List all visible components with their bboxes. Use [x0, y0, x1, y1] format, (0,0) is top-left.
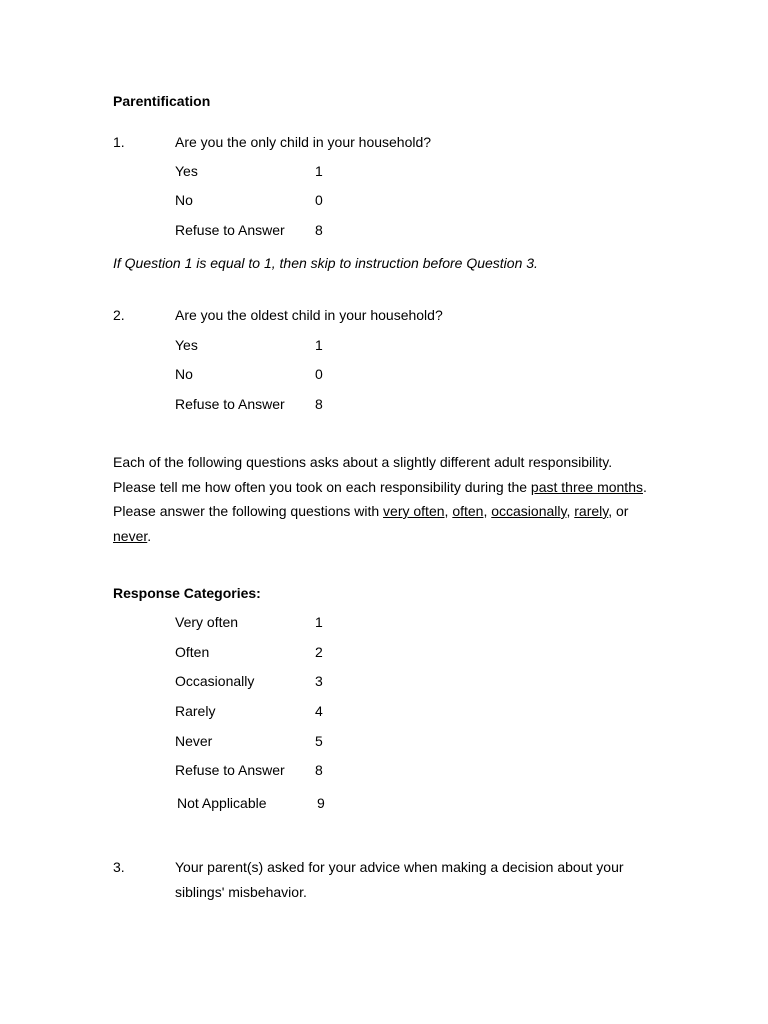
text-span: Please answer the following questions with: [113, 503, 384, 519]
text-span: .: [642, 479, 647, 495]
option-code: 8: [315, 396, 323, 412]
option-code: 1: [315, 337, 323, 353]
underlined-term: very often: [383, 503, 445, 519]
question-text: Are you the oldest child in your household?: [175, 307, 443, 323]
underlined-term: often: [452, 503, 484, 519]
underlined-term: rarely: [574, 503, 609, 519]
category-label: Refuse to Answer: [175, 762, 285, 778]
text-span: ,: [444, 503, 453, 519]
text-span: ,: [483, 503, 492, 519]
skip-instruction: If Question 1 is equal to 1, then skip to instruction before Question 3.: [113, 255, 538, 271]
option-code: 0: [315, 192, 323, 208]
category-code: 4: [315, 703, 323, 719]
question-text: siblings' misbehavior.: [175, 884, 307, 900]
category-label: Occasionally: [175, 673, 255, 689]
option-code: 0: [315, 366, 323, 382]
category-label: Often: [175, 644, 210, 660]
category-code: 1: [315, 614, 323, 630]
question-number: 3.: [113, 859, 125, 875]
category-label: Rarely: [175, 703, 216, 719]
option-label: No: [175, 192, 193, 208]
text-span: Please tell me how often you took on each responsibility during the: [113, 479, 531, 495]
option-label: Refuse to Answer: [175, 222, 285, 238]
underlined-term: occasionally: [491, 503, 567, 519]
instructions-line: Each of the following questions asks about a slightly different adult responsibility.: [113, 454, 613, 470]
option-code: 1: [315, 163, 323, 179]
response-categories-heading: Response Categories:: [113, 585, 261, 601]
option-label: No: [175, 366, 193, 382]
category-label: Not Applicable: [177, 795, 267, 811]
text-span: ,: [566, 503, 575, 519]
category-code: 8: [315, 762, 323, 778]
page-title: Parentification: [113, 93, 211, 109]
underlined-term: never: [113, 528, 148, 544]
category-code: 9: [317, 795, 325, 811]
option-label: Yes: [175, 163, 198, 179]
instructions-line: [113, 528, 151, 544]
text-span: , or: [608, 503, 629, 519]
category-code: 3: [315, 673, 323, 689]
option-label: Yes: [175, 337, 198, 353]
question-text: Are you the only child in your household?: [175, 134, 432, 150]
category-label: Very often: [175, 614, 239, 630]
question-number: 2.: [113, 307, 125, 323]
option-code: 8: [315, 222, 323, 238]
question-text: Your parent(s) asked for your advice when making a decision about your: [175, 859, 624, 875]
text-span: .: [147, 528, 152, 544]
category-label: Never: [175, 733, 213, 749]
instructions-line: [113, 503, 628, 519]
question-number: 1.: [113, 134, 125, 150]
underlined-term: past three months: [530, 479, 643, 495]
category-code: 2: [315, 644, 323, 660]
instructions-line: [113, 479, 647, 495]
category-code: 5: [315, 733, 323, 749]
option-label: Refuse to Answer: [175, 396, 285, 412]
